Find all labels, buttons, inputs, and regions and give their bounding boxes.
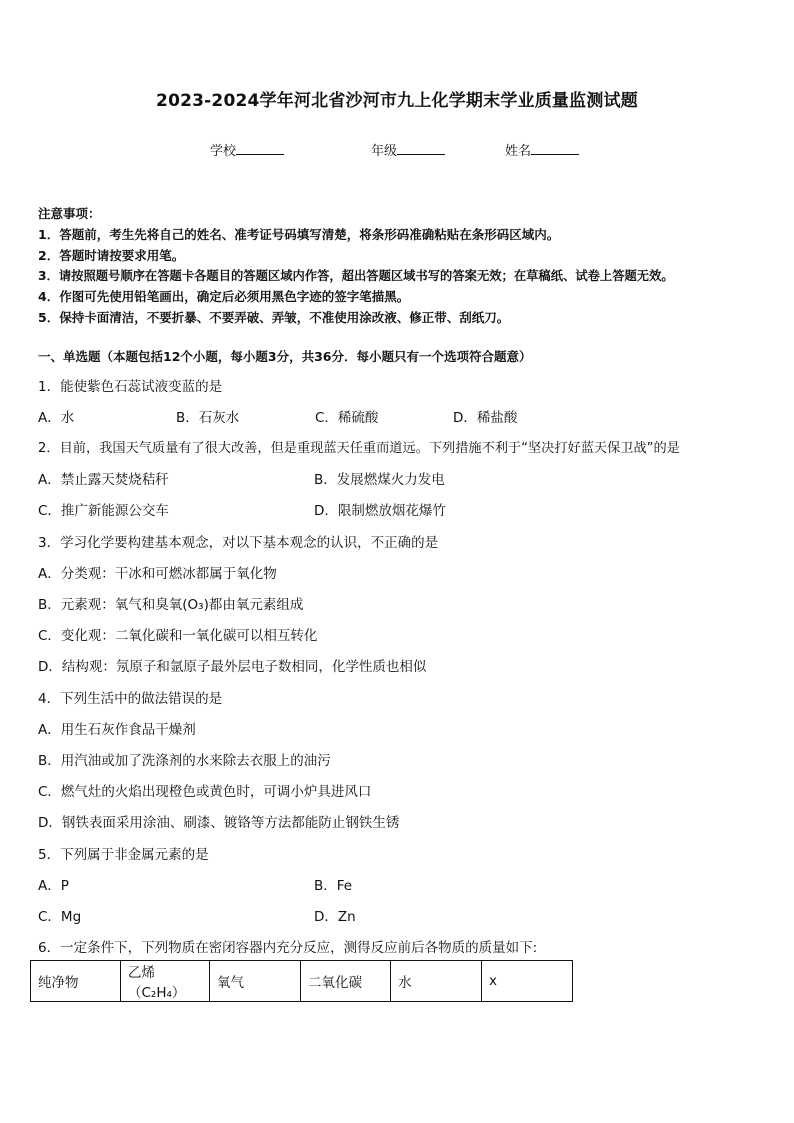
mass-table	[30, 960, 573, 1002]
option: C．Mg	[38, 909, 82, 925]
option: D．钢铁表面采用涂油、刷漆、镀铬等方法都能防止钢铁生锈	[38, 815, 400, 831]
question-stem: 4．下列生活中的做法错误的是	[38, 691, 223, 707]
table-cell: 水	[391, 961, 482, 1002]
note-item: 4．作图可先使用铅笔画出，确定后必须用黑色字迹的签字笔描黑。	[38, 289, 410, 304]
question-stem: 6．一定条件下，下列物质在密闭容器内充分反应，测得反应前后各物质的质量如下:	[38, 940, 538, 956]
option: A．禁止露天焚烧秸秆	[38, 472, 169, 488]
option: B．元素观：氧气和臭氧(O₃)都由氧元素组成	[38, 597, 304, 613]
question-stem: 1．能使紫色石蕊试液变蓝的是	[38, 379, 223, 395]
option: D．稀盐酸	[453, 410, 518, 426]
option: C．稀硫酸	[315, 410, 379, 426]
table-cell: 二氧化碳	[301, 961, 391, 1002]
section-heading: 一、单选题（本题包括12个小题，每小题3分，共36分．每小题只有一个选项符合题意）	[38, 349, 532, 364]
note-item: 2．答题时请按要求用笔。	[38, 248, 185, 263]
option: A．分类观：干冰和可燃冰都属于氧化物	[38, 566, 277, 582]
grade-label: 年级	[371, 144, 398, 159]
note-item: 1．答题前，考生先将自己的姓名、准考证号码填写清楚，将条形码准确粘贴在条形码区域内。	[38, 227, 560, 242]
option: D．Zn	[314, 909, 356, 925]
question-stem: 2．目前，我国天气质量有了很大改善，但是重现蓝天任重而道远。下列措施不利于“坚决打好蓝天保卫战”的是	[38, 441, 680, 456]
option: D．限制燃放烟花爆竹	[314, 503, 446, 519]
page-title: 2023-2024学年河北省沙河市九上化学期末学业质量监测试题	[156, 91, 638, 111]
option: D．结构观：氖原子和氩原子最外层电子数相同，化学性质也相似	[38, 659, 427, 675]
option: C．变化观：二氧化碳和一氧化碳可以相互转化	[38, 628, 318, 644]
option: B．发展燃煤火力发电	[314, 472, 445, 488]
option: C．推广新能源公交车	[38, 503, 169, 519]
table-cell: 乙烯（C₂H₄）	[121, 961, 210, 1002]
grade-field	[371, 140, 445, 159]
table-cell: 氧气	[210, 961, 301, 1002]
school-field	[210, 140, 284, 159]
name-field	[505, 140, 579, 159]
option: A．用生石灰作食品干燥剂	[38, 722, 196, 738]
question-stem: 3．学习化学要构建基本观念，对以下基本观念的认识，不正确的是	[38, 535, 439, 551]
option: A．水	[38, 410, 75, 426]
question-stem: 5．下列属于非金属元素的是	[38, 847, 209, 863]
table-cell: x	[482, 961, 573, 1002]
option: B．Fe	[314, 878, 353, 894]
table-row	[31, 961, 573, 1002]
option: A．P	[38, 878, 69, 894]
name-label: 姓名	[505, 144, 532, 159]
grade-blank[interactable]	[397, 142, 445, 155]
note-item: 3．请按照题号顺序在答题卡各题目的答题区域内作答，超出答题区域书写的答案无效；在草稿纸、试卷上答题无效。	[38, 269, 674, 283]
name-blank[interactable]	[531, 142, 579, 155]
note-item: 5．保持卡面清洁，不要折暴、不要弄破、弄皱，不准使用涂改液、修正带、刮纸刀。	[38, 310, 510, 325]
option: C．燃气灶的火焰出现橙色或黄色时，可调小炉具进风口	[38, 784, 372, 800]
option: B．用汽油或加了洗涤剂的水来除去衣服上的油污	[38, 753, 331, 769]
option: B．石灰水	[176, 410, 240, 426]
notes-heading: 注意事项：	[38, 206, 101, 221]
school-blank[interactable]	[236, 142, 284, 155]
table-cell: 纯净物	[31, 961, 121, 1002]
school-label: 学校	[210, 144, 237, 159]
